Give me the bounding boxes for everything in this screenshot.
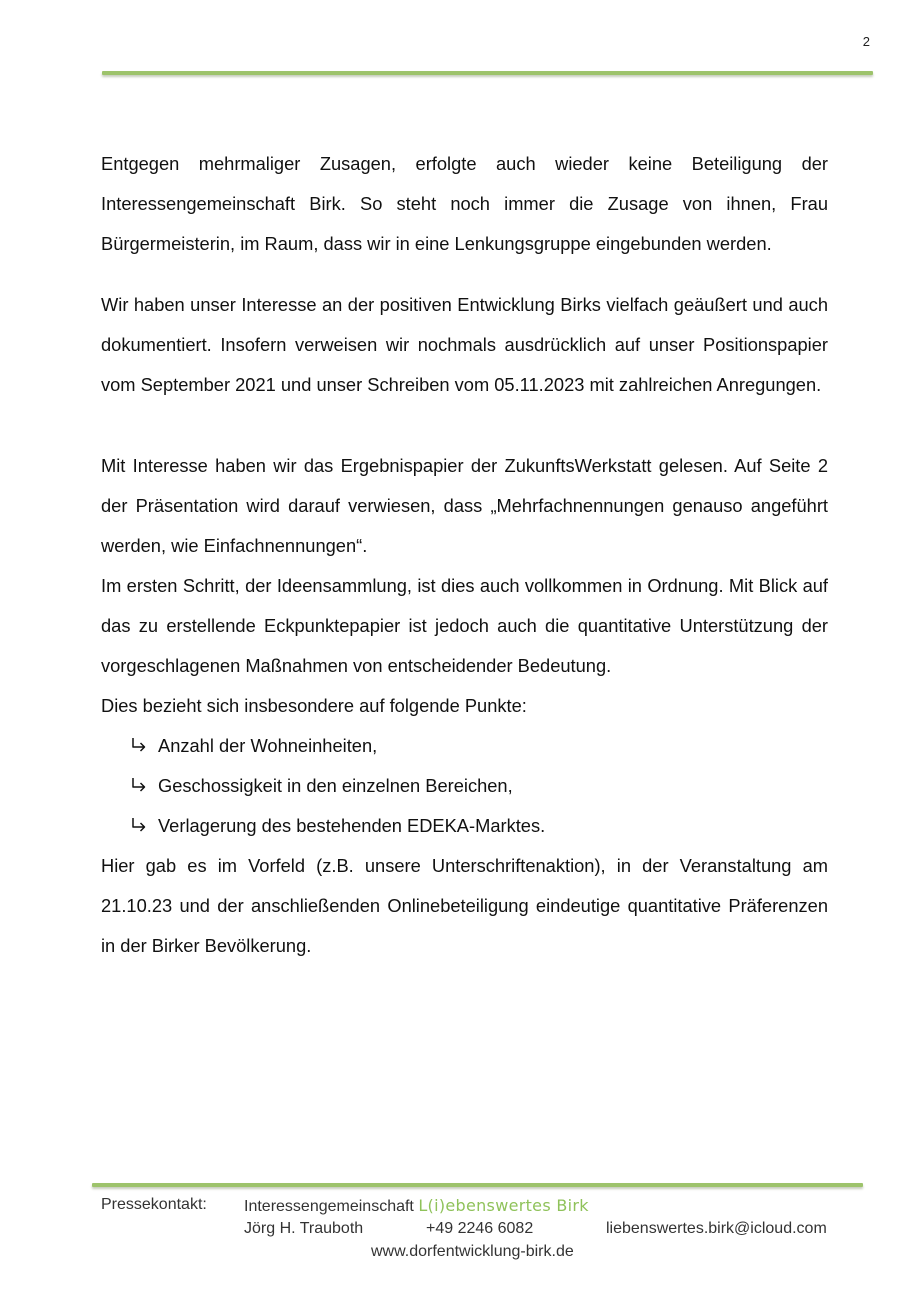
letter-body (101, 144, 828, 966)
organization-name (244, 1196, 589, 1216)
header-divider (102, 71, 873, 75)
paragraph-points-intro: Dies bezieht sich insbesondere auf folgende Punkte: (101, 695, 527, 716)
bullet-list (101, 726, 828, 846)
organization-brand: L(i)ebenswertes Birk (418, 1196, 589, 1215)
hook-arrow-right-icon (129, 816, 149, 836)
list-item-text: Verlagerung des bestehenden EDEKA-Marktes. (158, 815, 546, 836)
contact-name: Jörg H. Trauboth (244, 1220, 364, 1237)
paragraph-results-paper: Mit Interesse haben wir das Ergebnispapier der ZukunftsWerkstatt gelesen. Auf Seite 2 der Präsentation wird darauf verwiesen, dass „Mehrfachnennungen genauso angeführt werden, wie Einfachnennungen“. (101, 455, 828, 556)
hook-arrow-right-icon (129, 736, 149, 756)
list-item-text: Anzahl der Wohneinheiten, (158, 735, 378, 756)
paragraph-participation: Entgegen mehrmaliger Zusagen, erfolgte auch wieder keine Beteiligung der Interessengemeinschaft Birk. So steht noch immer die Zusage von ihnen, Frau Bürgermeisterin, im Raum, dass wir in eine Lenkungsgruppe eingebunden werden. (101, 153, 828, 254)
hook-arrow-right-icon (129, 776, 149, 796)
list-item-text: Geschossigkeit in den einzelnen Bereichen, (158, 775, 513, 796)
website-link: www.dorfentwicklung-birk.de (371, 1243, 574, 1260)
paragraph-interest: Wir haben unser Interesse an der positiven Entwicklung Birks vielfach geäußert und auch dokumentiert. Insofern verweisen wir nochmals ausdrücklich auf unser Positionspapier vom September 2021 und unser Schreiben vom 05.11.2023 mit zahlreichen Anregungen. (101, 294, 828, 395)
list-item (129, 806, 828, 846)
contact-phone: +49 2246 6082 (426, 1220, 534, 1237)
paragraph-preferences: Hier gab es im Vorfeld (z.B. unsere Unterschriftenaktion), in der Veranstaltung am 21.10.23 und der anschließenden Onlinebeteiligung eindeutige quantitative Präferenzen in der Birker Bevölkerung. (101, 855, 828, 956)
footer-divider (92, 1183, 863, 1187)
paragraph-first-step: Im ersten Schritt, der Ideensammlung, ist dies auch vollkommen in Ordnung. Mit Blick auf das zu erstellende Eckpunktepapier ist jedoch auch die quantitative Unterstützung der vorgeschlagenen Maßnahmen von entscheidender Bedeutung. (101, 575, 828, 676)
press-contact-label: Pressekontakt: (101, 1196, 207, 1213)
list-item (129, 726, 828, 766)
list-item (129, 766, 828, 806)
organization-prefix: Interessengemeinschaft (244, 1198, 414, 1215)
page-number: 2 (862, 34, 870, 49)
contact-email: liebenswertes.birk@icloud.com (606, 1220, 827, 1237)
press-contact-footer (0, 1193, 916, 1273)
